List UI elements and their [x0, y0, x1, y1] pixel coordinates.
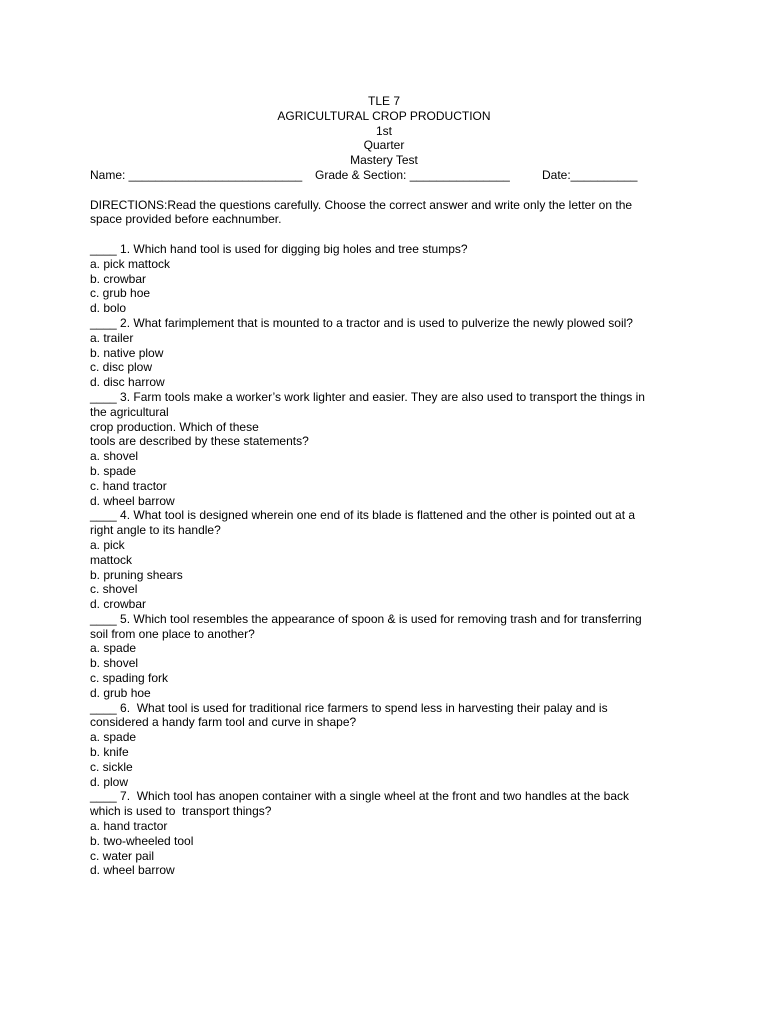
question-text: ____ 3. Farm tools make a worker’s work lighter and easier. They are also used to transport the things in — [90, 389, 645, 404]
answer-option: c. disc plow — [90, 360, 153, 375]
answer-option: d. wheel barrow — [90, 863, 175, 878]
answer-option: b. pruning shears — [90, 567, 183, 582]
test-title: Mastery Test — [350, 153, 418, 168]
answer-option: a. spade — [90, 730, 137, 745]
question-text: ____ 5. Which tool resembles the appearance of spoon & is used for removing trash and for transferring — [90, 611, 642, 626]
answer-option: a. pick — [90, 537, 125, 552]
name-field: Name: __________________________ — [90, 167, 303, 182]
answer-option: c. water pail — [90, 848, 155, 863]
answer-option: b. knife — [90, 745, 129, 760]
question-text: which is used to transport things? — [90, 804, 272, 819]
answer-option: b. shovel — [90, 656, 139, 671]
course-title: AGRICULTURAL CROP PRODUCTION — [277, 108, 491, 123]
answer-option: mattock — [90, 552, 133, 567]
question-item — [90, 242, 678, 316]
answer-option: a. shovel — [90, 449, 139, 464]
question-text: right angle to its handle? — [90, 523, 221, 538]
question-text: tools are described by these statements? — [90, 434, 309, 449]
answer-option: a. pick mattock — [90, 256, 171, 271]
question-item — [90, 390, 678, 508]
question-item — [90, 316, 678, 390]
document-page — [90, 94, 678, 878]
answer-option: c. sickle — [90, 759, 133, 774]
subject-code: TLE 7 — [367, 94, 400, 108]
question-text: soil from one place to another? — [90, 626, 255, 641]
answer-option: d. plow — [90, 774, 129, 789]
question-text: ____ 2. What farimplement that is mounted to a tractor and is used to pulverize the newly plowed soil? — [90, 315, 633, 330]
answer-option: b. crowbar — [90, 271, 147, 286]
question-text: ____ 6. What tool is used for traditional rice farmers to spend less in harvesting their palay and is — [90, 700, 608, 715]
quarter-label: Quarter — [363, 138, 405, 153]
question-item — [90, 789, 678, 878]
question-text: crop production. Which of these — [90, 419, 259, 434]
answer-option: c. hand tractor — [90, 478, 167, 493]
question-item — [90, 701, 678, 790]
answer-option: c. shovel — [90, 582, 138, 597]
question-list — [90, 242, 678, 878]
date-field: Date:__________ — [542, 167, 638, 182]
answer-option: a. spade — [90, 641, 137, 656]
question-text: ____ 1. Which hand tool is used for digging big holes and tree stumps? — [90, 241, 468, 256]
answer-option: b. native plow — [90, 345, 164, 360]
test-header — [90, 94, 678, 168]
quarter-number: 1st — [375, 123, 392, 138]
answer-option: d. disc harrow — [90, 375, 165, 390]
directions-text: DIRECTIONS:Read the questions carefully. Choose the correct answer and write only the letter on the space provided before eachnumber. — [90, 197, 633, 227]
answer-option: d. wheel barrow — [90, 493, 175, 508]
answer-option: b. spade — [90, 463, 137, 478]
question-text: ____ 4. What tool is designed wherein one end of its blade is flattened and the other is pointed out at a — [90, 508, 636, 523]
answer-option: a. trailer — [90, 330, 134, 345]
answer-option: c. spading fork — [90, 671, 169, 686]
question-text: considered a handy farm tool and curve in shape? — [90, 715, 357, 730]
question-text: the agricultural — [90, 404, 169, 419]
question-item — [90, 612, 678, 701]
question-item — [90, 508, 678, 612]
answer-option: b. two-wheeled tool — [90, 833, 194, 848]
question-text: ____ 7. Which tool has anopen container with a single wheel at the front and two handles at the back — [90, 789, 630, 804]
answer-option: d. crowbar — [90, 597, 147, 612]
answer-option: a. hand tractor — [90, 819, 168, 834]
answer-option: d. bolo — [90, 301, 127, 316]
grade-section-field: Grade & Section: _______________ — [315, 167, 510, 182]
answer-option: c. grub hoe — [90, 286, 151, 301]
student-info-row — [90, 168, 678, 183]
answer-option: d. grub hoe — [90, 685, 151, 700]
